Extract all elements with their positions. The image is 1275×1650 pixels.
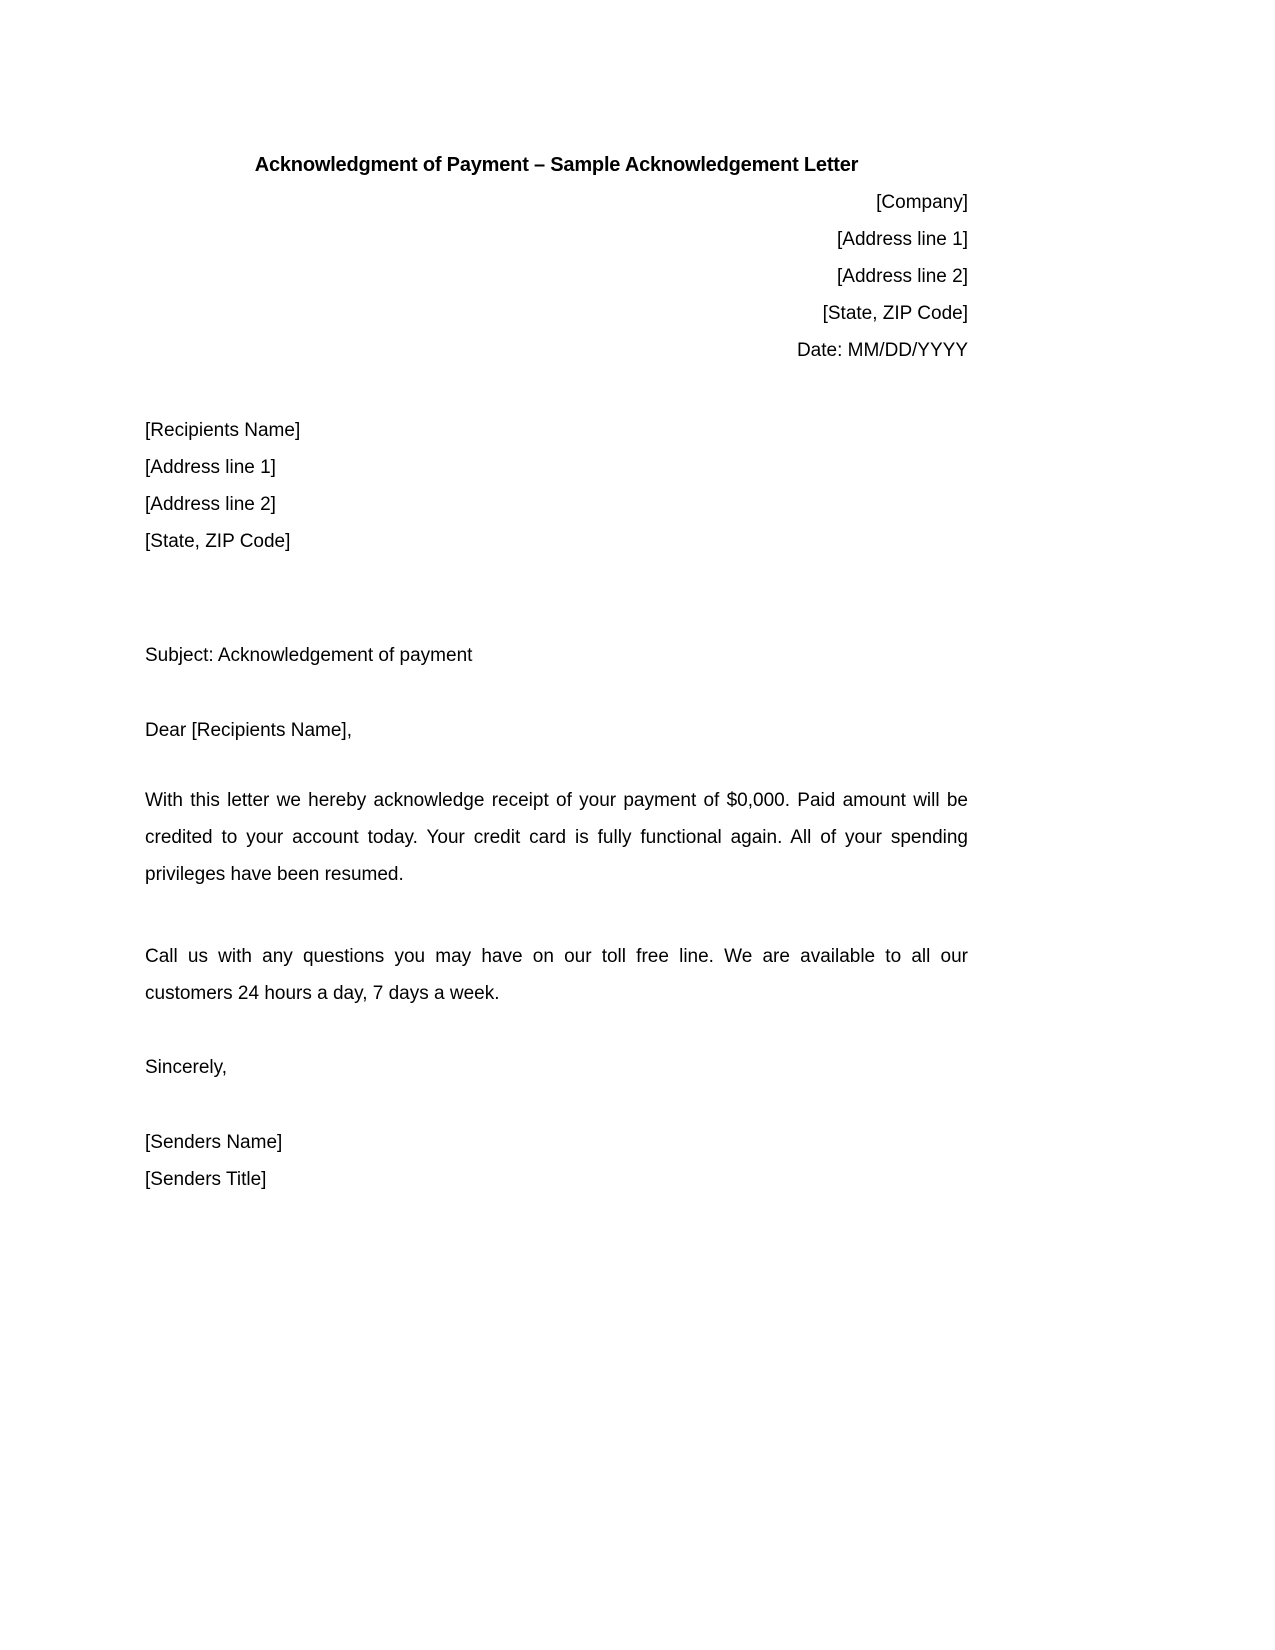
sender-title-line: [Senders Title] [145, 1169, 267, 1190]
subject-line: Subject: Acknowledgement of payment [145, 645, 473, 666]
recipient-address-block [145, 412, 968, 560]
recipient-state-zip-line: [State, ZIP Code] [145, 531, 291, 552]
signature-block [145, 1124, 968, 1198]
recipient-name-line: [Recipients Name] [145, 420, 301, 441]
letter-title: Acknowledgment of Payment – Sample Acknowledgement Letter [254, 154, 859, 176]
letter-date-line: Date: MM/DD/YYYY [796, 340, 968, 361]
sender-company-line: [Company] [876, 192, 968, 213]
sender-address-line-1: [Address line 1] [837, 229, 968, 250]
body-paragraph-1: With this letter we hereby acknowledge receipt of your payment of $0,000. Paid amount will be credited to your account today. Your credit card is fully functional again. All of your spending privileges have been resumed. [145, 790, 968, 885]
body-paragraph-2: Call us with any questions you may have on our toll free line. We are available to all our customers 24 hours a day, 7 days a week. [145, 946, 968, 1004]
closing-line: Sincerely, [145, 1057, 228, 1078]
recipient-address-line-2: [Address line 2] [145, 494, 276, 515]
sender-address-line-2: [Address line 2] [837, 266, 968, 287]
recipient-address-line-1: [Address line 1] [145, 457, 276, 478]
sender-state-zip-line: [State, ZIP Code] [822, 303, 968, 324]
greeting-line: Dear [Recipients Name], [145, 720, 352, 741]
sender-name-line: [Senders Name] [145, 1132, 283, 1153]
letter-content [145, 147, 968, 1198]
sender-address-block [145, 184, 968, 369]
